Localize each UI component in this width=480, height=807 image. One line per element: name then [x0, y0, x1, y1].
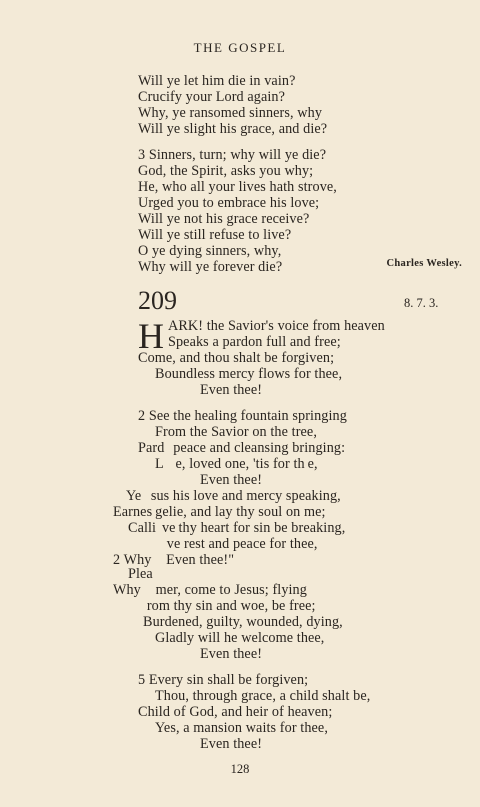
hymn-line: Thou, through grace, a child shalt be,	[155, 688, 371, 704]
hymn-line: O ye dying sinners, why,	[138, 243, 282, 259]
hymn-line: Crucify your Lord again?	[138, 89, 285, 105]
hymn-line: Why will ye forever die?	[138, 259, 283, 275]
hymn-line: Why mer, come to Jesus; flying	[113, 582, 307, 598]
hymn-line: God, the Spirit, asks you why;	[138, 163, 314, 179]
hymn-line: Will ye not his grace receive?	[138, 211, 310, 227]
author-attribution: Charles Wesley.	[386, 258, 462, 269]
hymn-line: 2 See the healing fountain springing	[138, 408, 347, 424]
hymn-line: Urged you to embrace his love;	[138, 195, 320, 211]
page-number: 128	[230, 762, 250, 776]
hymn-line: He, who all your lives hath strove,	[138, 179, 337, 195]
hymn-line: 5 Every sin shall be forgiven;	[138, 672, 309, 688]
hymn-line: Calli ve thy heart for sin be breaking,	[128, 520, 346, 536]
hymn-line: Ye sus his love and mercy speaking,	[126, 488, 341, 504]
hymn-line: Pard peace and cleansing bringing:	[138, 440, 346, 456]
hymn-line: Yes, a mansion waits for thee,	[155, 720, 328, 736]
drop-cap: H	[138, 316, 164, 356]
hymn-line: Child of God, and heir of heaven;	[138, 704, 333, 720]
hymn-line: ARK! the Savior's voice from heaven	[168, 318, 385, 334]
hymn-line: Even thee!	[200, 472, 263, 488]
hymn-line: Even thee!	[200, 382, 263, 398]
page-header: THE GOSPEL	[193, 40, 287, 55]
hymn-line: Will ye let him die in vain?	[138, 73, 296, 89]
hymn-line: Even thee!	[200, 646, 263, 662]
hymn-line: ve rest and peace for thee,	[155, 536, 318, 552]
hymn-line: Will ye slight his grace, and die?	[138, 121, 328, 137]
hymn-line: Burdened, guilty, wounded, dying,	[143, 614, 343, 630]
hymn-line: Will ye still refuse to live?	[138, 227, 292, 243]
hymn-meter: 8. 7. 3.	[404, 296, 439, 310]
hymn-line: Speaks a pardon full and free;	[168, 334, 341, 350]
hymn-line: Even thee!	[200, 736, 263, 752]
hymn-line: Earnes gelie, and lay thy soul on me;	[113, 504, 326, 520]
hymn-line: Gladly will he welcome thee,	[155, 630, 325, 646]
hymn-line: Why, ye ransomed sinners, why	[138, 105, 323, 121]
hymn-line: From the Savior on the tree,	[155, 424, 317, 440]
hymn-line: 2 Why Even thee!"	[113, 552, 235, 568]
hymn-line: Come, and thou shalt be forgiven;	[138, 350, 335, 366]
hymn-line: L e, loved one, 'tis for th e,	[155, 456, 318, 472]
hymn-line: 3 Sinners, turn; why will ye die?	[138, 147, 327, 163]
hymn-line: rom thy sin and woe, be free;	[138, 598, 316, 614]
hymn-line: Plea	[128, 566, 153, 582]
hymn-line: Boundless mercy flows for thee,	[155, 366, 343, 382]
hymn-number: 209	[138, 286, 177, 315]
